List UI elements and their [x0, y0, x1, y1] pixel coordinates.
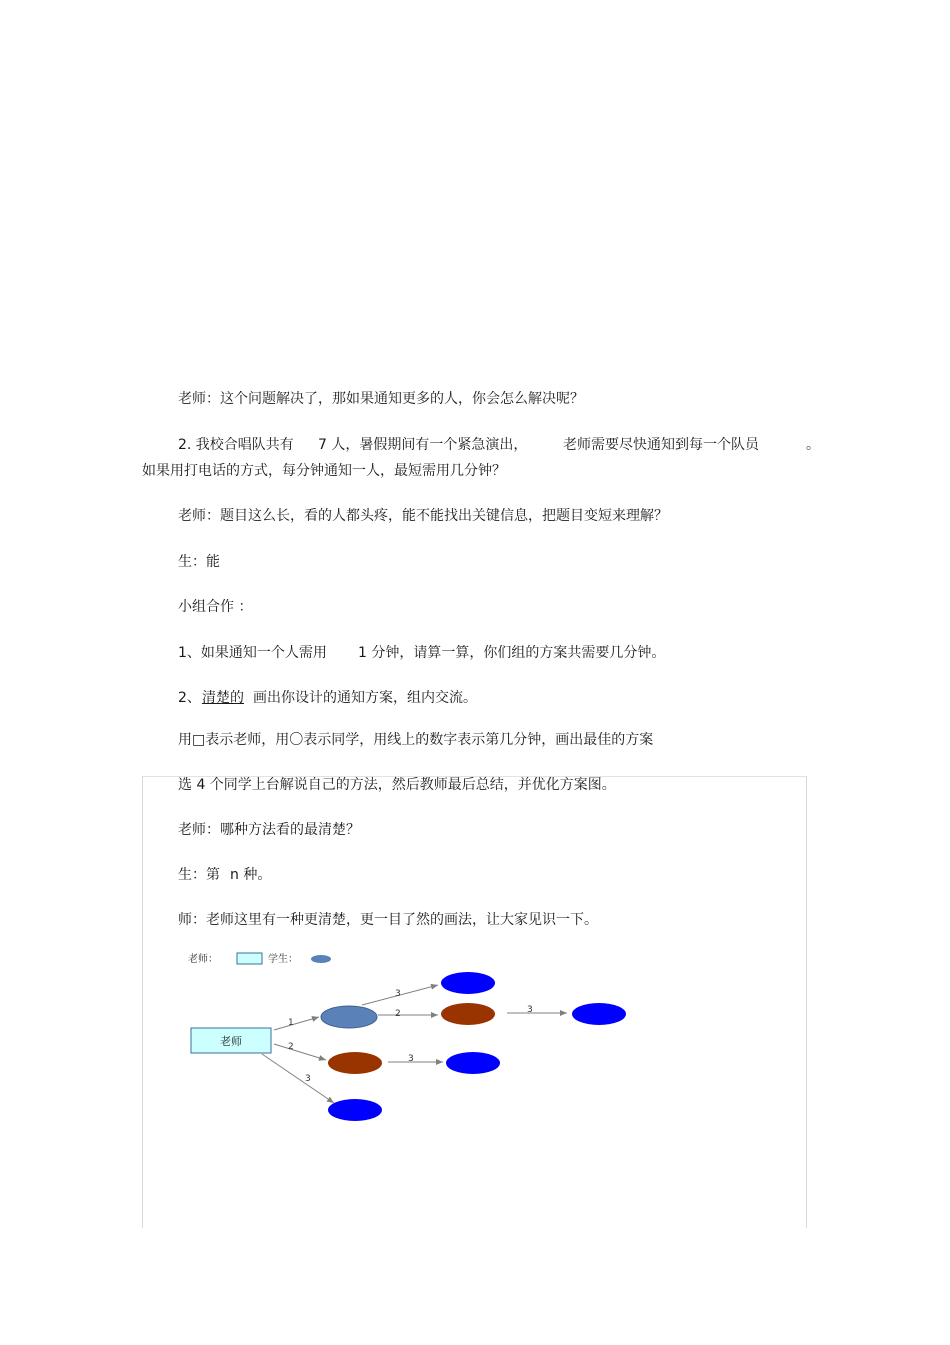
task-1-part-a: 1、如果通知一个人需用: [178, 645, 327, 661]
teacher-which-method-line: 老师：哪种方法看的最清楚？: [178, 822, 360, 838]
student-node-top: [441, 972, 495, 994]
task-2-part-a: 2、: [178, 690, 201, 706]
edge-teacher-to-s2: [274, 1044, 326, 1060]
student-node-right: [572, 1003, 626, 1025]
presentation-line: 选 4 个同学上台解说自己的方法，然后教师最后总结，并优化方案图。: [178, 777, 616, 793]
teacher-better-method-line: 师：老师这里有一种更清楚，更一目了然的画法，让大家见识一下。: [178, 912, 598, 928]
edge-label-6: 3: [527, 1005, 533, 1015]
student-node-first: [321, 1006, 377, 1028]
problem-2-part-a: 2. 我校合唱队共有: [178, 437, 294, 453]
task-2-underlined: 清楚的: [202, 690, 244, 706]
teacher-question-line: 老师：这个问题解决了，那如果通知更多的人，你会怎么解决呢？: [178, 391, 584, 407]
legend-student-label: 学生：: [268, 954, 298, 965]
edge-label-5: 2: [395, 1009, 401, 1019]
task-1-part-b: 1 分钟，请算一算，你们组的方案共需要几分钟。: [358, 645, 666, 661]
edge-teacher-to-s3: [262, 1054, 334, 1103]
legend-teacher-box: [237, 953, 262, 964]
student-node-brown-upper: [441, 1003, 495, 1025]
student-answer-line: 生：能: [178, 554, 220, 570]
teacher-prompt-line: 老师：题目这么长，看的人都头疼，能不能找出关键信息，把题目变短来理解？: [178, 508, 668, 524]
problem-2-part-b: 7 人，暑假期间有一个紧急演出，: [318, 437, 528, 453]
edge-label-7: 3: [408, 1054, 414, 1064]
legend-teacher-label: 老师：: [188, 954, 218, 965]
problem-2-part-d: 。: [806, 437, 820, 453]
student-nth-method-part-b: n 种。: [230, 867, 272, 883]
edge-label-4: 3: [395, 989, 401, 999]
problem-2-part-c: 老师需要尽快通知到每一个队员: [563, 437, 759, 453]
edge-label-2: 2: [288, 1042, 294, 1052]
edge-label-1: 1: [288, 1018, 294, 1028]
group-work-heading: 小组合作 ：: [178, 599, 253, 615]
notation-instruction-line: 用□表示老师，用〇表示同学，用线上的数字表示第几分钟，画出最佳的方案: [178, 732, 654, 748]
student-node-brown-lower: [328, 1052, 382, 1074]
edge-label-3: 3: [305, 1074, 311, 1084]
teacher-node-label: 老师: [220, 1035, 242, 1048]
student-nth-method-part-a: 生：第: [178, 867, 220, 883]
problem-2-question: 如果用打电话的方式，每分钟通知一人，最短需用几分钟？: [142, 463, 506, 479]
student-node-bottom: [328, 1099, 382, 1121]
legend-student-oval: [311, 955, 331, 963]
edge-teacher-to-s1: [274, 1017, 319, 1030]
student-node-middle: [446, 1052, 500, 1074]
task-2-part-c: 画出你设计的通知方案，组内交流。: [253, 690, 477, 706]
